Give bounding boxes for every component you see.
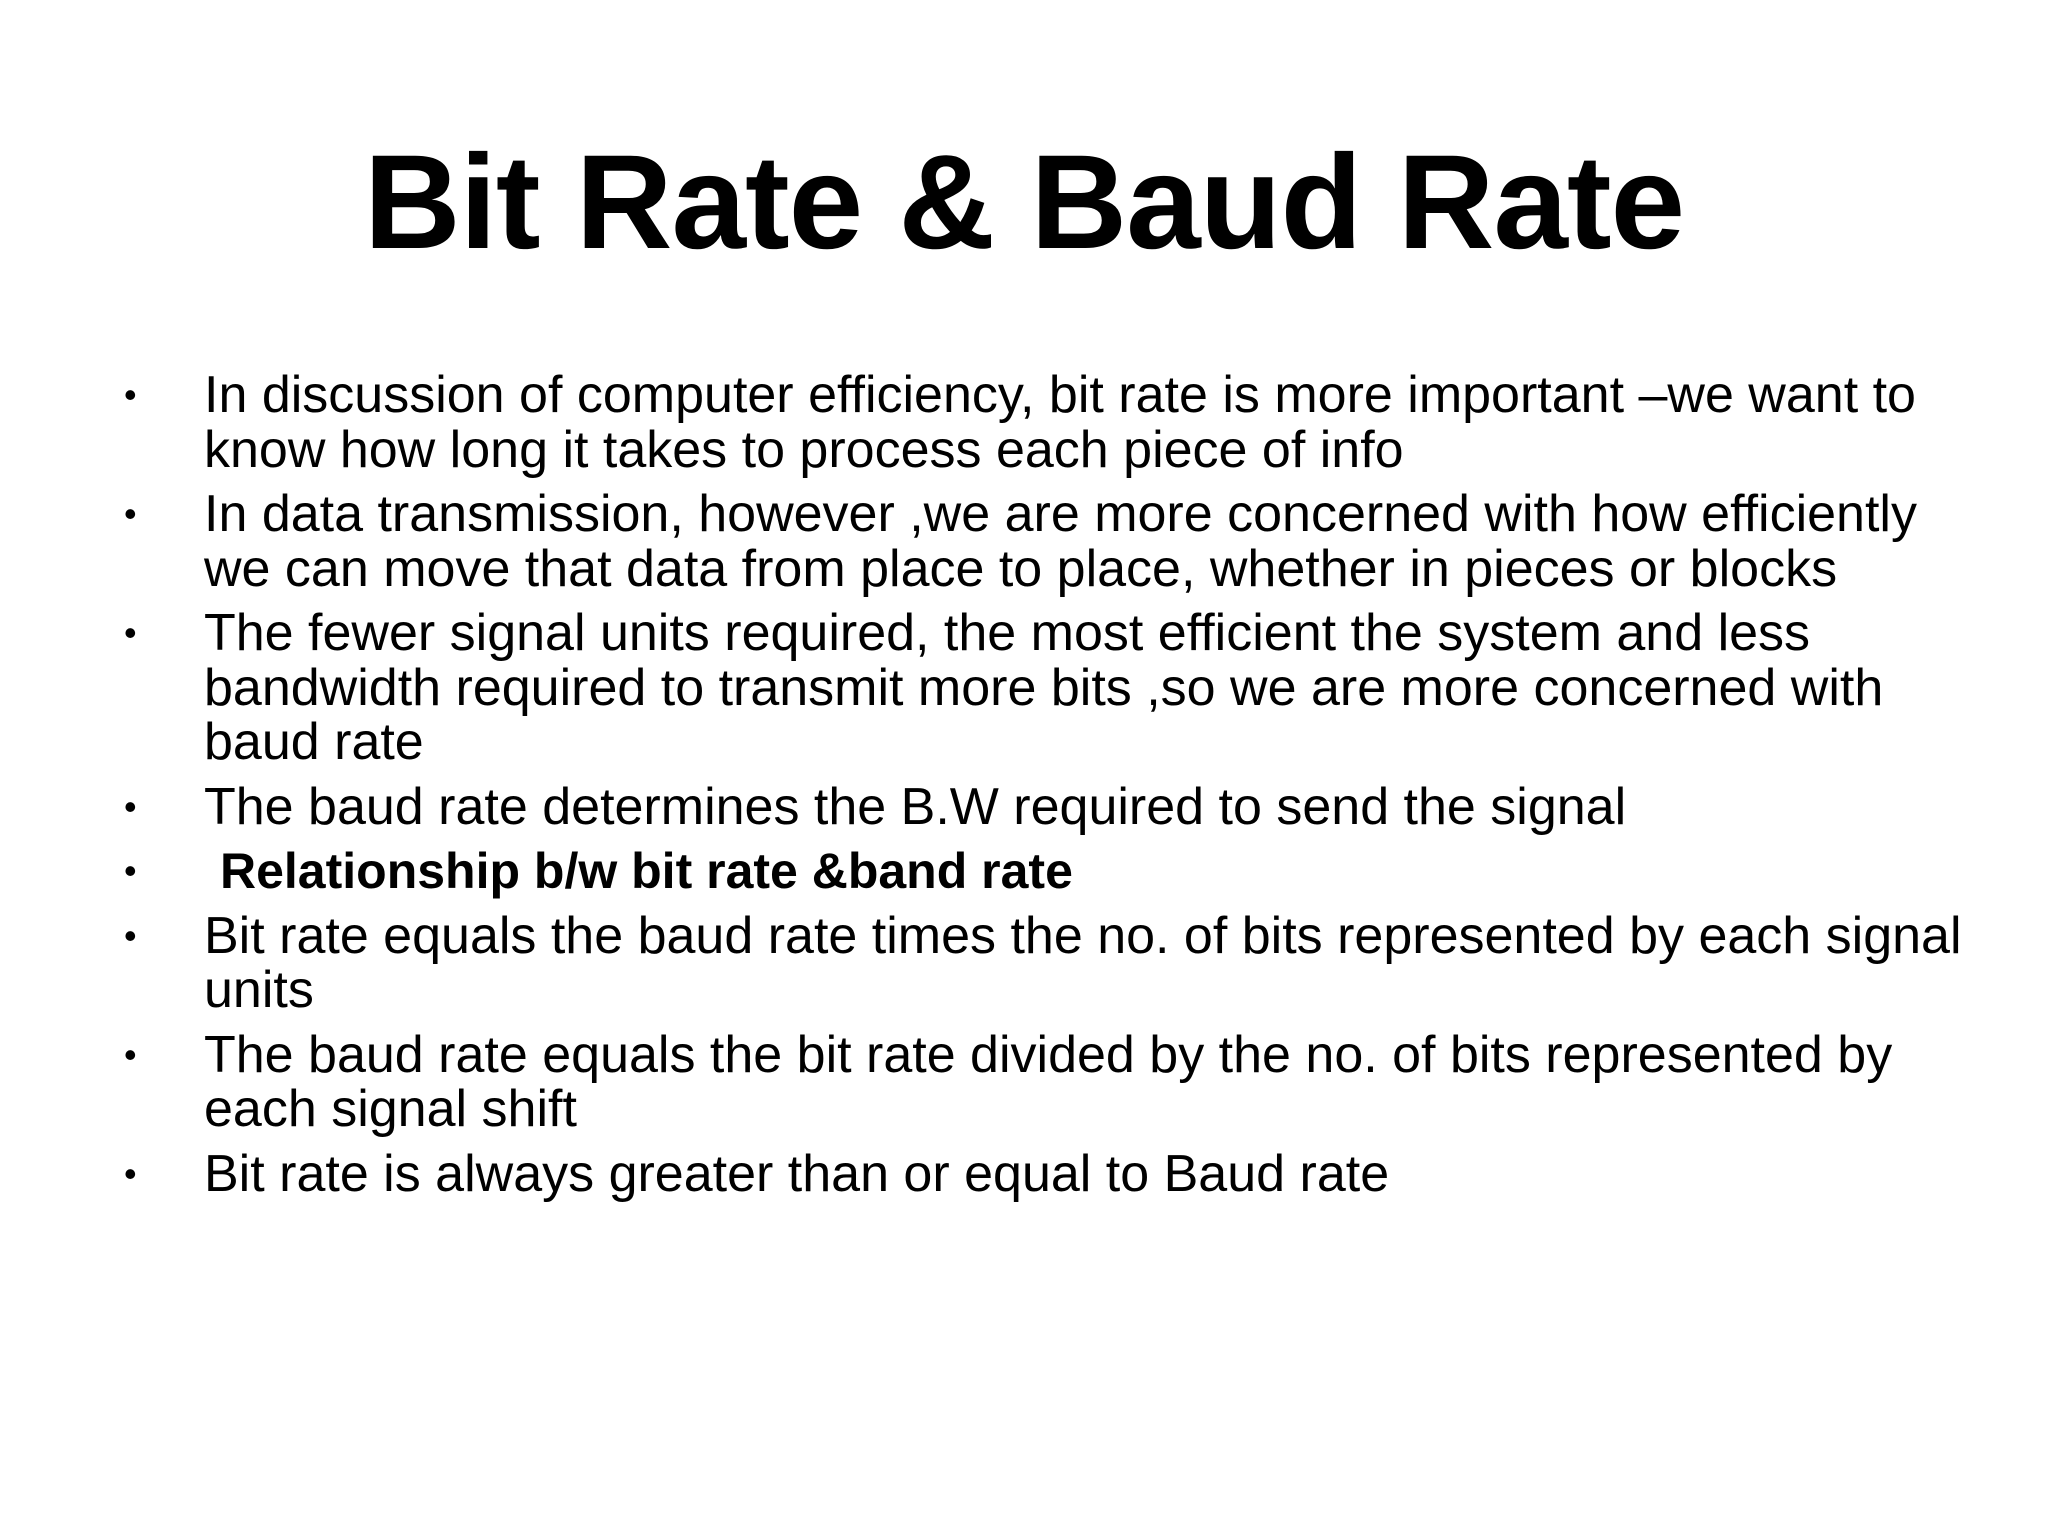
bullet-dot-icon: • <box>124 374 137 415</box>
bullet-text: Relationship b/w bit rate &band rate <box>220 843 1073 899</box>
bullet-list <box>124 368 1984 1211</box>
bullet-text: In discussion of computer efficiency, bit rate is more important –we want to know how long it takes to process each piece of info <box>204 366 1916 479</box>
bullet-item <box>124 1144 1984 1203</box>
bullet-text: The baud rate determines the B.W required to send the signal <box>204 777 1627 836</box>
bullet-text: The fewer signal units required, the most efficient the system and less bandwidth required to transmit more bits ,so we are more concerned with baud rate <box>204 604 1884 771</box>
bullet-item <box>124 487 1984 596</box>
bullet-dot-icon: • <box>124 914 137 956</box>
bullet-item <box>124 906 1984 1019</box>
bullet-dot-icon: • <box>124 612 137 653</box>
bullet-text: Bit rate is always greater than or equal to Baud rate <box>204 1144 1390 1203</box>
bullet-text: In data transmission, however ,we are more concerned with how efficiently we can move that data from place to place, whether in pieces or blocks <box>204 485 1917 598</box>
bullet-text: Bit rate equals the baud rate times the no. of bits represented by each signal units <box>204 906 1962 1019</box>
bullet-item <box>124 1025 1984 1138</box>
bullet-item <box>124 777 1984 836</box>
bullet-text: The baud rate equals the bit rate divided by the no. of bits represented by each signal shift <box>204 1025 1893 1138</box>
bullet-dot-icon: • <box>124 1033 137 1075</box>
bullet-item-heading <box>124 844 1984 899</box>
bullet-dot-icon: • <box>124 1152 137 1194</box>
bullet-item <box>124 368 1984 477</box>
bullet-item <box>124 606 1984 770</box>
bullet-dot-icon: • <box>124 493 137 534</box>
bullet-dot-icon: • <box>124 850 137 891</box>
bullet-dot-icon: • <box>124 785 137 827</box>
slide-title: Bit Rate & Baud Rate <box>363 128 1685 277</box>
